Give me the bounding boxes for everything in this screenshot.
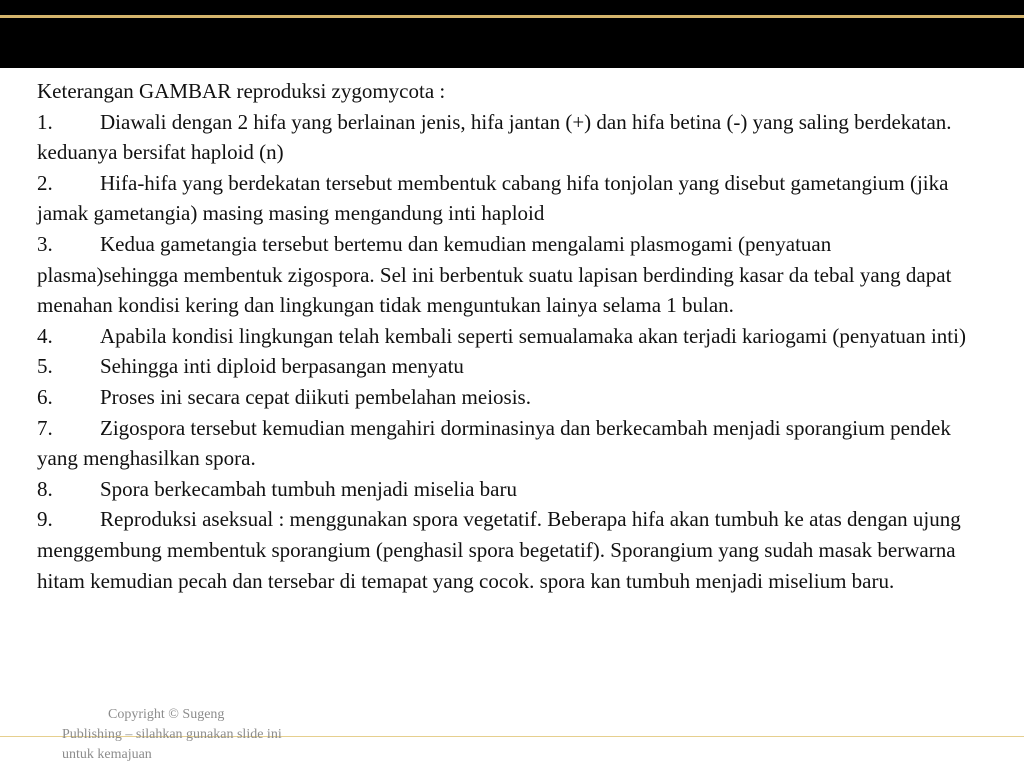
item-text: Spora berkecambah tumbuh menjadi miselia baru: [100, 476, 517, 501]
list-item: [37, 413, 977, 474]
list-item: [37, 504, 977, 596]
slide-body: [37, 76, 977, 596]
header-accent-line: [0, 15, 1024, 18]
footer-text: Copyright © Sugeng Publishing – silahkan gunakan slide ini untuk kemajuan: [62, 707, 282, 762]
item-number: 1.: [37, 109, 53, 134]
item-text: Hifa-hifa yang berdekatan tersebut membentuk cabang hifa tonjolan yang disebut gametangium (jika jamak gametangia) masing masing mengandung inti haploid: [37, 170, 949, 226]
list-item: [37, 474, 977, 505]
footer-copyright: [62, 705, 282, 765]
item-number: 8.: [37, 476, 53, 501]
item-number: 3.: [37, 231, 53, 256]
item-text: Zigospora tersebut kemudian mengahiri dorminasinya dan berkecambah menjadi sporangium pendek yang menghasilkan spora.: [37, 415, 951, 471]
item-text: Apabila kondisi lingkungan telah kembali seperti semualamaka akan terjadi kariogami (penyatuan inti): [100, 323, 966, 348]
list-item: [37, 107, 977, 168]
list-item: [37, 321, 977, 352]
item-text: Proses ini secara cepat diikuti pembelahan meiosis.: [100, 384, 531, 409]
item-number: 6.: [37, 384, 53, 409]
item-number: 7.: [37, 415, 53, 440]
item-text: Diawali dengan 2 hifa yang berlainan jenis, hifa jantan (+) dan hifa betina (-) yang saling berdekatan. keduanya bersifat haploid (n): [37, 109, 952, 165]
item-text: Sehingga inti diploid berpasangan menyatu: [100, 354, 464, 379]
header-band: [0, 0, 1024, 68]
list-item: [37, 229, 977, 321]
slide-heading: Keterangan GAMBAR reproduksi zygomycota :: [37, 79, 446, 103]
item-number: 2.: [37, 170, 53, 195]
item-number: 5.: [37, 354, 53, 379]
item-number: 9.: [37, 507, 53, 532]
list-item: [37, 168, 977, 229]
list-item: [37, 351, 977, 382]
item-text: Kedua gametangia tersebut bertemu dan kemudian mengalami plasmogami (penyatuan plasma)sehingga membentuk zigospora. Sel ini berbentuk suatu lapisan berdinding kasar da tebal yang dapat menahan kondisi kering dan lingkungan tidak menguntukan lainya selama 1 bulan.: [37, 231, 952, 318]
list-item: [37, 382, 977, 413]
item-number: 4.: [37, 323, 53, 348]
item-text: Reproduksi aseksual : menggunakan spora vegetatif. Beberapa hifa akan tumbuh ke atas dengan ujung menggembung membentuk sporangium (penghasil spora begetatif). Sporangium yang sudah masak berwarna hitam kemudian pecah dan tersebar di temapat yang cocok. spora kan tumbuh menjadi miselium baru.: [37, 507, 961, 593]
